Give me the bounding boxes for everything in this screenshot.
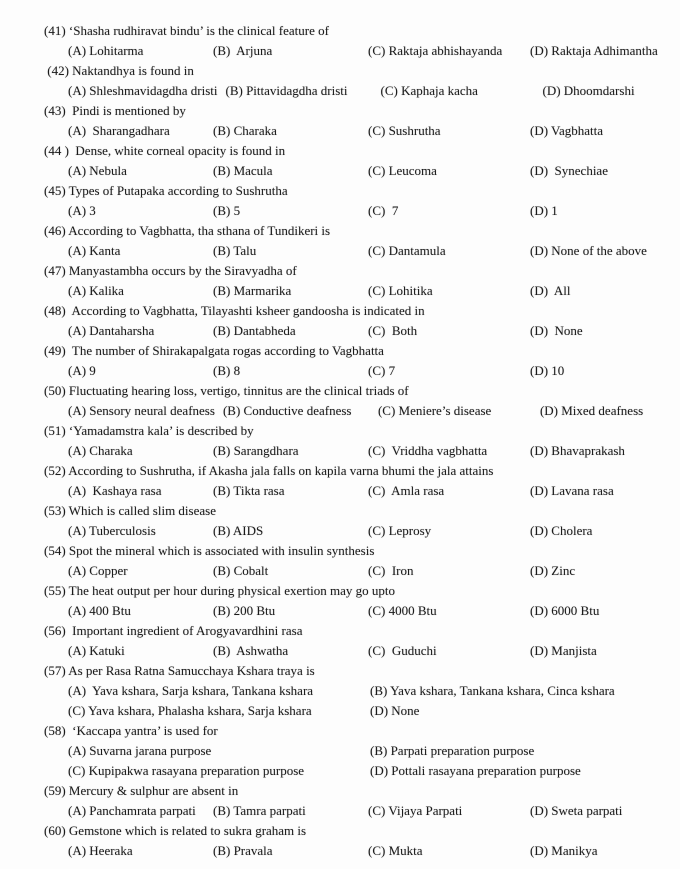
- option-row: [0, 81, 680, 101]
- option-text: (D) 10: [530, 363, 565, 378]
- option-text: (B) Tamra parpati: [213, 803, 306, 818]
- option-text: (C) Leucoma: [368, 163, 437, 178]
- option-row: [0, 401, 680, 421]
- option-text: (A) Tuberculosis: [68, 523, 156, 538]
- option-text: (B) Marmarika: [213, 283, 292, 298]
- question-text: (41) ‘Shasha rudhiravat bindu’ is the clinical feature of: [44, 23, 329, 38]
- option-text: (B) Dantabheda: [213, 323, 296, 338]
- option-text: (B) AIDS: [213, 523, 264, 538]
- option-text: (D) None: [530, 323, 583, 338]
- option-row: [0, 361, 680, 381]
- option-text: (A) 400 Btu: [68, 603, 131, 618]
- question-item: [0, 461, 680, 501]
- option-text: (D) 1: [530, 203, 558, 218]
- option-text: (C) Iron: [368, 563, 414, 578]
- option-text: (C) 7: [368, 203, 399, 218]
- question-text: (56) Important ingredient of Arogyavardhini rasa: [44, 623, 303, 638]
- option-text: (C) Vijaya Parpati: [368, 803, 463, 818]
- option-text: (C) Leprosy: [368, 523, 432, 538]
- question-item: [0, 541, 680, 581]
- option-text: (C) Dantamula: [368, 243, 446, 258]
- option-text: (A) Lohitarma: [68, 43, 144, 58]
- question-text: (42) Naktandhya is found in: [44, 63, 194, 78]
- option-text: (D) Dhoomdarshi: [542, 83, 635, 98]
- option-text: (B) Arjuna: [213, 43, 273, 58]
- option-text: (B) Conductive deafness: [222, 403, 352, 418]
- option-text: (C) Kaphaja kacha: [380, 83, 478, 98]
- option-text: (D) Vagbhatta: [530, 123, 604, 138]
- question-item: [0, 301, 680, 341]
- option-text: (D) All: [530, 283, 571, 298]
- option-text: (A) Panchamrata parpati: [68, 803, 196, 818]
- question-text: (60) Gemstone which is related to sukra graham is: [44, 823, 307, 838]
- option-row: [0, 161, 680, 181]
- option-text: (B) Yava kshara, Tankana kshara, Cinca kshara: [370, 683, 615, 698]
- question-item: [0, 141, 680, 181]
- question-text: (49) The number of Shirakapalgata rogas according to Vagbhatta: [44, 343, 384, 358]
- option-row: [0, 41, 680, 61]
- question-text: (48) According to Vagbhatta, Tilayashti ksheer gandoosha is indicated in: [44, 303, 425, 318]
- option-text: (B) 8: [213, 363, 241, 378]
- option-row: [0, 281, 680, 301]
- option-text: (D) None of the above: [530, 243, 647, 258]
- option-text: (A) 3: [68, 203, 96, 218]
- question-text: (52) According to Sushrutha, if Akasha jala falls on kapila varna bhumi the jala attains: [44, 463, 494, 478]
- question-text: (55) The heat output per hour during physical exertion may go upto: [44, 583, 396, 598]
- option-text: (A) Shleshmavidagdha dristi: [68, 83, 218, 98]
- question-text: (44 ) Dense, white corneal opacity is found in: [44, 143, 286, 158]
- question-text: (54) Spot the mineral which is associated with insulin synthesis: [44, 543, 375, 558]
- option-row: [0, 201, 680, 221]
- option-text: (C) 7: [368, 363, 396, 378]
- option-row: [0, 701, 680, 721]
- question-text: (47) Manyastambha occurs by the Siravyadha of: [44, 263, 297, 278]
- option-text: (A) Kanta: [68, 243, 121, 258]
- question-item: [0, 341, 680, 381]
- option-text: (B) Pravala: [213, 843, 273, 858]
- option-row: [0, 601, 680, 621]
- option-text: (D) Zinc: [530, 563, 576, 578]
- option-text: (B) Talu: [213, 243, 257, 258]
- option-text: (B) Charaka: [213, 123, 277, 138]
- question-item: [0, 421, 680, 461]
- option-row: [0, 521, 680, 541]
- option-text: (B) Sarangdhara: [213, 443, 299, 458]
- option-text: (B) 5: [213, 203, 241, 218]
- option-text: (A) Kashaya rasa: [68, 483, 162, 498]
- option-text: (C) Raktaja abhishayanda: [368, 43, 503, 58]
- option-text: (C) Sushrutha: [368, 123, 441, 138]
- question-item: [0, 381, 680, 421]
- question-text: (53) Which is called slim disease: [44, 503, 216, 518]
- option-row: [0, 761, 680, 781]
- option-row: [0, 121, 680, 141]
- option-text: (D) None: [370, 703, 420, 718]
- question-item: [0, 501, 680, 541]
- option-row: [0, 641, 680, 661]
- option-row: [0, 481, 680, 501]
- option-text: (C) Kupipakwa rasayana preparation purpose: [68, 763, 305, 778]
- question-item: [0, 721, 680, 781]
- option-text: (A) Copper: [68, 563, 128, 578]
- question-item: [0, 261, 680, 301]
- option-row: [0, 241, 680, 261]
- question-text: (46) According to Vagbhatta, tha sthana of Tundikeri is: [44, 223, 331, 238]
- option-text: (C) Mukta: [368, 843, 423, 858]
- option-text: (A) Katuki: [68, 643, 125, 658]
- question-item: [0, 61, 680, 101]
- question-item: [0, 101, 680, 141]
- option-text: (B) 200 Btu: [213, 603, 276, 618]
- option-text: (A) Charaka: [68, 443, 133, 458]
- question-item: [0, 581, 680, 621]
- question-item: [0, 781, 680, 821]
- option-text: (B) Parpati preparation purpose: [370, 743, 535, 758]
- option-text: (D) 6000 Btu: [530, 603, 600, 618]
- question-text: (58) ‘Kaccapa yantra’ is used for: [44, 723, 218, 738]
- option-text: (C) 4000 Btu: [368, 603, 437, 618]
- option-text: (D) Bhavaprakash: [530, 443, 625, 458]
- option-text: (D) Lavana rasa: [530, 483, 614, 498]
- option-text: (D) Pottali rasayana preparation purpose: [370, 763, 581, 778]
- option-text: (B) Tikta rasa: [213, 483, 285, 498]
- option-row: [0, 441, 680, 461]
- question-text: (50) Fluctuating hearing loss, vertigo, tinnitus are the clinical triads of: [44, 383, 409, 398]
- option-text: (B) Pittavidagdha dristi: [225, 83, 348, 98]
- option-text: (C) Both: [368, 323, 418, 338]
- question-item: [0, 621, 680, 661]
- option-text: (C) Meniere’s disease: [377, 403, 492, 418]
- question-text: (51) ‘Yamadamstra kala’ is described by: [44, 423, 254, 438]
- option-row: [0, 321, 680, 341]
- option-text: (D) Manikya: [530, 843, 598, 858]
- option-text: (A) Kalika: [68, 283, 124, 298]
- question-item: [0, 221, 680, 261]
- option-text: (A) Heeraka: [68, 843, 133, 858]
- option-text: (D) Sweta parpati: [530, 803, 623, 818]
- question-text: (59) Mercury & sulphur are absent in: [44, 783, 239, 798]
- option-row: [0, 841, 680, 861]
- option-text: (C) Amla rasa: [368, 483, 445, 498]
- option-row: [0, 681, 680, 701]
- option-text: (A) Suvarna jarana purpose: [68, 743, 212, 758]
- option-text: (C) Vriddha vagbhatta: [368, 443, 488, 458]
- question-item: [0, 821, 680, 861]
- question-item: [0, 21, 680, 61]
- option-text: (C) Yava kshara, Phalasha kshara, Sarja kshara: [68, 703, 312, 718]
- option-text: (A) Sharangadhara: [68, 123, 170, 138]
- option-text: (D) Synechiae: [530, 163, 608, 178]
- option-text: (A) 9: [68, 363, 96, 378]
- option-text: (B) Cobalt: [213, 563, 269, 578]
- option-text: (C) Lohitika: [368, 283, 433, 298]
- option-text: (D) Cholera: [530, 523, 593, 538]
- option-row: [0, 741, 680, 761]
- option-text: (D) Mixed deafness: [539, 403, 644, 418]
- option-row: [0, 801, 680, 821]
- question-item: [0, 661, 680, 721]
- question-text: (43) Pindi is mentioned by: [44, 103, 186, 118]
- option-row: [0, 561, 680, 581]
- option-text: (A) Sensory neural deafness: [68, 403, 215, 418]
- option-text: (D) Raktaja Adhimantha: [530, 43, 658, 58]
- option-text: (B) Ashwatha: [213, 643, 289, 658]
- option-text: (D) Manjista: [530, 643, 597, 658]
- question-text: (57) As per Rasa Ratna Samucchaya Kshara traya is: [44, 663, 315, 678]
- question-item: [0, 181, 680, 221]
- option-text: (A) Dantaharsha: [68, 323, 155, 338]
- question-text: (45) Types of Putapaka according to Sushrutha: [44, 183, 288, 198]
- option-text: (B) Macula: [213, 163, 273, 178]
- option-text: (A) Nebula: [68, 163, 127, 178]
- option-text: (A) Yava kshara, Sarja kshara, Tankana kshara: [68, 683, 314, 698]
- option-text: (C) Guduchi: [368, 643, 437, 658]
